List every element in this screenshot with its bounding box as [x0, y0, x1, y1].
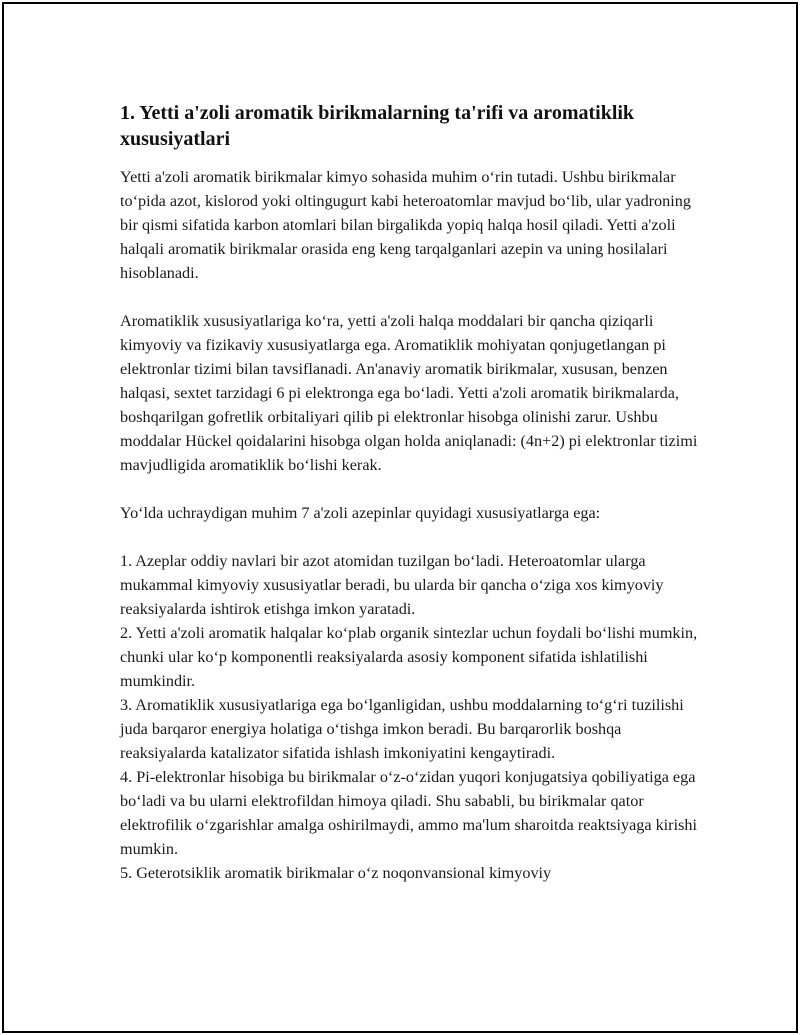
paragraph-spacer	[120, 525, 705, 549]
list-item-1: 1. Azeplar oddiy navlari bir azot atomidan tuzilgan bo‘ladi. Heteroatomlar ularga mukammal kimyoviy xususiyatlar beradi, bu ularda bir qancha o‘ziga xos kimyoviy reaksiyalarda ishtirok etishga imkon yaratadi.	[120, 552, 664, 618]
paragraph-intro: Yetti a'zoli aromatik birikmalar kimyo sohasida muhim o‘rin tutadi. Ushbu birikmalar to‘pida azot, kislorod yoki oltingugurt kabi heteroatomlar mavjud bo‘lib, ular yadroning bir qismi sifatida karbon atomlari bilan birgalikda yopiq halqa hosil qiladi. Yetti a'zoli halqali aromatik birikmalar orasida eng keng tarqalganlari azepin va uning hosilalari hisoblanadi.	[120, 168, 691, 282]
section-heading: 1. Yetti a'zoli aromatik birikmalarning ta'rifi va aromatiklik xususiyatlari	[120, 102, 635, 150]
list-item-3: 3. Aromatiklik xususiyatlariga ega bo‘lganligidan, ushbu moddalarning to‘g‘ri tuzilishi juda barqaror energiya holatiga o‘tishga imkon beradi. Bu barqarorlik boshqa reaksiyalarda katalizator sifatida ishlash imkoniyatini kengaytiradi.	[120, 696, 684, 762]
list-item-5: 5. Geterotsiklik aromatik birikmalar o‘z noqonvansional kimyoviy	[120, 864, 552, 882]
paragraph-spacer	[120, 285, 705, 309]
page-frame	[2, 2, 798, 1033]
list-item-4: 4. Pi-elektronlar hisobiga bu birikmalar o‘z-o‘zidan yuqori konjugatsiya qobiliyatiga ega bo‘ladi va bu ularni elektrofildan himoya qiladi. Shu sababli, bu birikmalar qator elektrofilik o‘zgarishlar amalga oshirilmaydi, ammo ma'lum sharoitda reaktsiyaga kirishi mumkin.	[120, 768, 697, 858]
paragraph-list-intro: Yo‘lda uchraydigan muhim 7 a'zoli azepinlar quyidagi xususiyatlarga ega:	[120, 504, 601, 522]
paragraph-aromaticity: Aromatiklik xususiyatlariga ko‘ra, yetti a'zoli halqa moddalari bir qancha qiziqarli kimyoviy va fizikaviy xususiyatlarga ega. Aromatiklik mohiyatan qonjugetlangan pi elektronlar tizimi bilan tavsiflanadi. An'anaviy aromatik birikmalar, xususan, benzen halqasi, sextet tarzidagi 6 pi elektronga ega bo‘ladi. Yetti a'zoli aromatik birikmalarda, boshqarilgan gofretlik orbitaliyari qilib pi elektronlar hisobga olinishi zarur. Ushbu moddalar Hückel qoidalarini hisobga olgan holda aniqlanadi: (4n+2) pi elektronlar tizimi mavjudligida aromatiklik bo‘lishi kerak.	[120, 312, 698, 474]
paragraph-spacer	[120, 477, 705, 501]
document-body	[120, 100, 705, 885]
list-item-2: 2. Yetti a'zoli aromatik halqalar ko‘plab organik sintezlar uchun foydali bo‘lishi mumkin, chunki ular ko‘p komponentli reaksiyalarda asosiy komponent sifatida ishlatilishi mumkindir.	[120, 624, 698, 690]
